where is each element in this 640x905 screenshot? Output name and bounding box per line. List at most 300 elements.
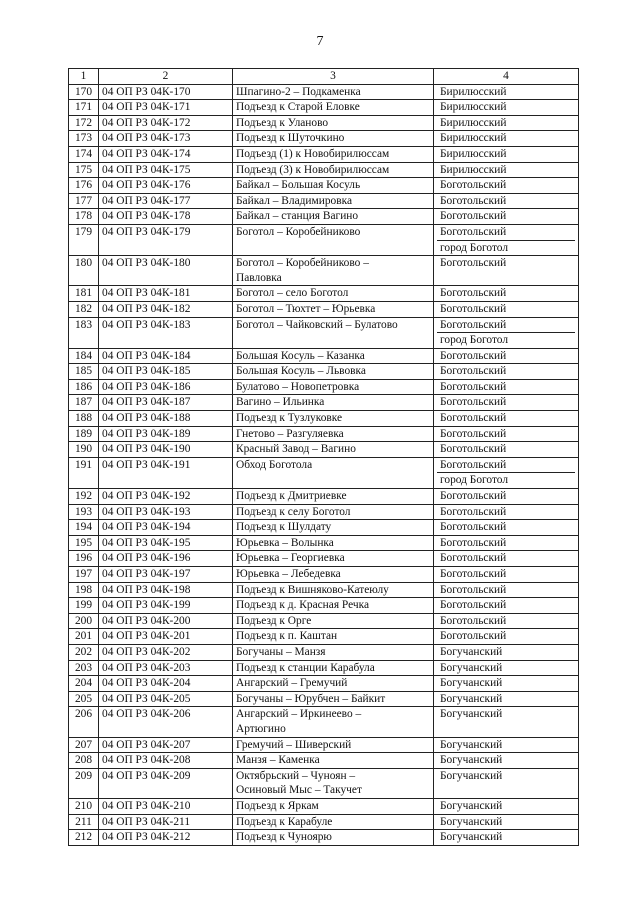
district bbox=[434, 830, 579, 846]
row-number: 198 bbox=[69, 582, 99, 598]
district bbox=[434, 814, 579, 830]
road-code: 04 ОП РЗ 04К-188 bbox=[99, 411, 233, 427]
district-line: Бирилюсский bbox=[440, 132, 507, 145]
road-name-line: Байкал – станция Вагино bbox=[236, 210, 359, 223]
road-name-line: Красный Завод – Вагино bbox=[236, 443, 356, 456]
road-code: 04 ОП РЗ 04К-187 bbox=[99, 395, 233, 411]
road-name-line: Артюгино bbox=[236, 722, 286, 735]
row-number: 175 bbox=[69, 162, 99, 178]
district bbox=[434, 504, 579, 520]
district bbox=[434, 100, 579, 116]
table-row bbox=[69, 100, 579, 116]
road-name-line: Ангарский – Гремучий bbox=[236, 677, 348, 690]
district-line: Боготольский bbox=[440, 443, 507, 456]
row-number: 183 bbox=[69, 317, 99, 348]
district-line: Боготольский bbox=[440, 179, 507, 192]
road-name-line: Байкал – Владимировка bbox=[236, 194, 353, 207]
road-name bbox=[233, 520, 434, 536]
district-line: Боготольский bbox=[440, 380, 507, 393]
district bbox=[434, 629, 579, 645]
table-row bbox=[69, 830, 579, 846]
district bbox=[434, 798, 579, 814]
road-code: 04 ОП РЗ 04К-172 bbox=[99, 115, 233, 131]
road-name-line: Подъезд к Шулдату bbox=[236, 521, 332, 534]
district bbox=[434, 84, 579, 100]
road-name-line: Богучаны – Юрубчен – Байкит bbox=[236, 692, 386, 705]
road-name bbox=[233, 442, 434, 458]
district bbox=[434, 301, 579, 317]
road-name bbox=[233, 457, 434, 488]
road-code: 04 ОП РЗ 04К-184 bbox=[99, 348, 233, 364]
table-row bbox=[69, 676, 579, 692]
district-line: Богучанский bbox=[440, 769, 503, 782]
road-name-line: Подъезд к Карабуле bbox=[236, 815, 333, 828]
district bbox=[434, 442, 579, 458]
district-line: Боготольский bbox=[440, 599, 507, 612]
row-number: 187 bbox=[69, 395, 99, 411]
road-code: 04 ОП РЗ 04К-183 bbox=[99, 317, 233, 348]
district-line: Боготольский bbox=[440, 257, 507, 270]
district-line: Боготольский bbox=[440, 630, 507, 643]
road-name-line: Большая Косуль – Казанка bbox=[236, 349, 365, 362]
road-name bbox=[233, 753, 434, 769]
table-row bbox=[69, 457, 579, 488]
road-code: 04 ОП РЗ 04К-212 bbox=[99, 830, 233, 846]
row-number: 174 bbox=[69, 146, 99, 162]
road-name bbox=[233, 830, 434, 846]
district-line: Боготольский bbox=[440, 490, 507, 503]
road-name-line: Гнетово – Разгуляевка bbox=[236, 427, 344, 440]
road-code: 04 ОП РЗ 04К-179 bbox=[99, 224, 233, 255]
road-name-line: Боготол – Чайковский – Булатово bbox=[236, 318, 398, 331]
road-name bbox=[233, 286, 434, 302]
table-row bbox=[69, 209, 579, 225]
district bbox=[434, 348, 579, 364]
district bbox=[434, 691, 579, 707]
road-name bbox=[233, 598, 434, 614]
table-row bbox=[69, 426, 579, 442]
road-code: 04 ОП РЗ 04К-199 bbox=[99, 598, 233, 614]
road-name bbox=[233, 379, 434, 395]
district-line: Боготольский bbox=[440, 210, 507, 223]
district-line: Богучанский bbox=[440, 799, 503, 812]
row-number: 197 bbox=[69, 567, 99, 583]
road-name bbox=[233, 301, 434, 317]
district bbox=[434, 768, 579, 798]
road-code: 04 ОП РЗ 04К-195 bbox=[99, 535, 233, 551]
road-name bbox=[233, 115, 434, 131]
road-code: 04 ОП РЗ 04К-186 bbox=[99, 379, 233, 395]
road-name bbox=[233, 224, 434, 255]
district bbox=[434, 178, 579, 194]
table-row bbox=[69, 364, 579, 380]
row-number: 178 bbox=[69, 209, 99, 225]
district-line: Богучанский bbox=[440, 661, 503, 674]
row-number: 188 bbox=[69, 411, 99, 427]
road-name-line: Обход Боготола bbox=[236, 458, 313, 471]
district bbox=[434, 535, 579, 551]
road-name bbox=[233, 395, 434, 411]
district bbox=[434, 131, 579, 147]
district bbox=[434, 162, 579, 178]
table-row bbox=[69, 379, 579, 395]
table-row bbox=[69, 598, 579, 614]
road-name bbox=[233, 131, 434, 147]
road-code: 04 ОП РЗ 04К-201 bbox=[99, 629, 233, 645]
table-row bbox=[69, 629, 579, 645]
table-row bbox=[69, 301, 579, 317]
road-name-line: Подъезд к Яркам bbox=[236, 799, 319, 812]
road-code: 04 ОП РЗ 04К-174 bbox=[99, 146, 233, 162]
road-code: 04 ОП РЗ 04К-171 bbox=[99, 100, 233, 116]
row-number: 172 bbox=[69, 115, 99, 131]
district-line: Боготольский bbox=[440, 412, 507, 425]
road-name-line: Байкал – Большая Косуль bbox=[236, 179, 361, 192]
district bbox=[434, 317, 579, 348]
road-code: 04 ОП РЗ 04К-196 bbox=[99, 551, 233, 567]
district-line: Боготольский bbox=[440, 396, 507, 409]
road-name-line: Подъезд к д. Красная Речка bbox=[236, 599, 370, 612]
row-number: 200 bbox=[69, 613, 99, 629]
road-code: 04 ОП РЗ 04К-194 bbox=[99, 520, 233, 536]
district-line: город Боготол bbox=[437, 332, 575, 348]
road-code: 04 ОП РЗ 04К-211 bbox=[99, 814, 233, 830]
district bbox=[434, 379, 579, 395]
table-row bbox=[69, 582, 579, 598]
table-row bbox=[69, 256, 579, 286]
row-number: 192 bbox=[69, 489, 99, 505]
column-header-number: 1 bbox=[69, 69, 99, 85]
row-number: 184 bbox=[69, 348, 99, 364]
row-number: 209 bbox=[69, 768, 99, 798]
district-line: Боготольский bbox=[440, 521, 507, 534]
road-name-line: Боготол – Тюхтет – Юрьевка bbox=[236, 302, 376, 315]
road-code: 04 ОП РЗ 04К-170 bbox=[99, 84, 233, 100]
row-number: 177 bbox=[69, 193, 99, 209]
district-line: Боготольский bbox=[440, 583, 507, 596]
row-number: 191 bbox=[69, 457, 99, 488]
road-name bbox=[233, 256, 434, 286]
row-number: 176 bbox=[69, 178, 99, 194]
district-line: Богучанский bbox=[440, 738, 503, 751]
road-name-line: Подъезд к Дмитриевке bbox=[236, 490, 347, 503]
road-name-line: Булатово – Новопетровка bbox=[236, 380, 360, 393]
row-number: 205 bbox=[69, 691, 99, 707]
district-line: Боготольский bbox=[440, 427, 507, 440]
table-row bbox=[69, 753, 579, 769]
road-name-line: Подъезд к Шуточкино bbox=[236, 132, 345, 145]
district-line: Боготольский bbox=[440, 225, 507, 238]
district bbox=[434, 660, 579, 676]
district-line: город Боготол bbox=[437, 240, 575, 256]
road-code: 04 ОП РЗ 04К-176 bbox=[99, 178, 233, 194]
district-line: Бирилюсский bbox=[440, 116, 507, 129]
district bbox=[434, 551, 579, 567]
row-number: 185 bbox=[69, 364, 99, 380]
district bbox=[434, 286, 579, 302]
road-name-line: Боготол – Коробейниково bbox=[236, 225, 361, 238]
row-number: 180 bbox=[69, 256, 99, 286]
road-name-line: Подъезд к Уланово bbox=[236, 116, 329, 129]
road-code: 04 ОП РЗ 04К-192 bbox=[99, 489, 233, 505]
district bbox=[434, 426, 579, 442]
road-code: 04 ОП РЗ 04К-181 bbox=[99, 286, 233, 302]
district bbox=[434, 395, 579, 411]
table-row bbox=[69, 551, 579, 567]
table-row bbox=[69, 737, 579, 753]
district-line: Богучанский bbox=[440, 692, 503, 705]
row-number: 190 bbox=[69, 442, 99, 458]
table-row bbox=[69, 798, 579, 814]
row-number: 208 bbox=[69, 753, 99, 769]
table-row bbox=[69, 411, 579, 427]
road-name-line: Подъезд (1) к Новобирилюссам bbox=[236, 147, 390, 160]
district bbox=[434, 582, 579, 598]
road-name bbox=[233, 707, 434, 737]
road-name-line: Подъезд к Тузлуковке bbox=[236, 412, 343, 425]
district-line: Боготольский bbox=[440, 536, 507, 549]
road-name-line: Юрьевка – Лебедевка bbox=[236, 568, 341, 580]
road-code: 04 ОП РЗ 04К-197 bbox=[99, 567, 233, 583]
road-name-line: Подъезд (3) к Новобирилюссам bbox=[236, 163, 390, 176]
road-code: 04 ОП РЗ 04К-178 bbox=[99, 209, 233, 225]
road-name bbox=[233, 768, 434, 798]
district bbox=[434, 193, 579, 209]
road-code: 04 ОП РЗ 04К-203 bbox=[99, 660, 233, 676]
district bbox=[434, 146, 579, 162]
district bbox=[434, 411, 579, 427]
district bbox=[434, 753, 579, 769]
road-name-line: Осиновый Мыс – Такучет bbox=[236, 784, 362, 797]
road-code: 04 ОП РЗ 04К-177 bbox=[99, 193, 233, 209]
road-name bbox=[233, 613, 434, 629]
road-name-line: Подъезд к селу Боготол bbox=[236, 505, 351, 518]
road-name bbox=[233, 162, 434, 178]
row-number: 171 bbox=[69, 100, 99, 116]
district bbox=[434, 364, 579, 380]
row-number: 212 bbox=[69, 830, 99, 846]
road-name bbox=[233, 209, 434, 225]
road-code: 04 ОП РЗ 04К-175 bbox=[99, 162, 233, 178]
road-code: 04 ОП РЗ 04К-190 bbox=[99, 442, 233, 458]
district bbox=[434, 737, 579, 753]
district-line: Боготольский bbox=[440, 568, 507, 580]
row-number: 211 bbox=[69, 814, 99, 830]
table-row bbox=[69, 814, 579, 830]
road-name bbox=[233, 411, 434, 427]
district-line: Бирилюсский bbox=[440, 147, 507, 160]
district bbox=[434, 644, 579, 660]
table-row bbox=[69, 535, 579, 551]
road-name-line: Подъезд к Орге bbox=[236, 614, 312, 627]
district-line: Бирилюсский bbox=[440, 85, 507, 98]
road-code: 04 ОП РЗ 04К-180 bbox=[99, 256, 233, 286]
road-code: 04 ОП РЗ 04К-198 bbox=[99, 582, 233, 598]
road-name bbox=[233, 737, 434, 753]
road-name bbox=[233, 691, 434, 707]
road-name bbox=[233, 146, 434, 162]
district bbox=[434, 520, 579, 536]
row-number: 206 bbox=[69, 707, 99, 737]
road-name-line: Подъезд к Вишняково-Катеюлу bbox=[236, 583, 389, 596]
road-name bbox=[233, 644, 434, 660]
row-number: 193 bbox=[69, 504, 99, 520]
district-line: Бирилюсский bbox=[440, 163, 507, 176]
table-row bbox=[69, 504, 579, 520]
row-number: 204 bbox=[69, 676, 99, 692]
district-line: Боготольский bbox=[440, 365, 507, 378]
road-code: 04 ОП РЗ 04К-208 bbox=[99, 753, 233, 769]
table-row bbox=[69, 224, 579, 255]
road-code: 04 ОП РЗ 04К-182 bbox=[99, 301, 233, 317]
row-number: 194 bbox=[69, 520, 99, 536]
road-name-line: Шпагино-2 – Подкаменка bbox=[236, 85, 361, 98]
district-line: Боготольский bbox=[440, 614, 507, 627]
road-name bbox=[233, 364, 434, 380]
road-code: 04 ОП РЗ 04К-173 bbox=[99, 131, 233, 147]
page-number: 7 bbox=[316, 34, 324, 49]
road-name bbox=[233, 660, 434, 676]
row-number: 201 bbox=[69, 629, 99, 645]
road-name-line: Богучаны – Манзя bbox=[236, 645, 326, 658]
row-number: 202 bbox=[69, 644, 99, 660]
road-name bbox=[233, 193, 434, 209]
road-name bbox=[233, 676, 434, 692]
road-name bbox=[233, 100, 434, 116]
row-number: 196 bbox=[69, 551, 99, 567]
row-number: 189 bbox=[69, 426, 99, 442]
road-name bbox=[233, 489, 434, 505]
table-row bbox=[69, 768, 579, 798]
road-name-line: Юрьевка – Волынка bbox=[236, 536, 334, 549]
district bbox=[434, 457, 579, 488]
road-name bbox=[233, 551, 434, 567]
district-line: Богучанский bbox=[440, 831, 503, 844]
district-line: Боготольский bbox=[440, 505, 507, 518]
district-line: Боготольский bbox=[440, 318, 507, 331]
road-code: 04 ОП РЗ 04К-189 bbox=[99, 426, 233, 442]
road-name bbox=[233, 504, 434, 520]
road-name-line: Боготол – село Боготол bbox=[236, 287, 349, 300]
table-row bbox=[69, 489, 579, 505]
road-name-line: Подъезд к Старой Еловке bbox=[236, 101, 360, 114]
row-number: 182 bbox=[69, 301, 99, 317]
road-name bbox=[233, 178, 434, 194]
table-row bbox=[69, 317, 579, 348]
row-number: 173 bbox=[69, 131, 99, 147]
district bbox=[434, 598, 579, 614]
table-header-row bbox=[69, 69, 579, 85]
table-row bbox=[69, 567, 579, 583]
road-name bbox=[233, 629, 434, 645]
road-name bbox=[233, 317, 434, 348]
district-line: Боготольский bbox=[440, 349, 507, 362]
table-row bbox=[69, 707, 579, 737]
district-line: Боготольский bbox=[440, 302, 507, 315]
road-code: 04 ОП РЗ 04К-204 bbox=[99, 676, 233, 692]
district-line: Богучанский bbox=[440, 708, 503, 721]
district bbox=[434, 613, 579, 629]
table-row bbox=[69, 162, 579, 178]
road-code: 04 ОП РЗ 04К-207 bbox=[99, 737, 233, 753]
district-line: Боготольский bbox=[440, 287, 507, 300]
column-header-road-name: 3 bbox=[233, 69, 434, 85]
road-name bbox=[233, 84, 434, 100]
road-name-line: Павловка bbox=[236, 271, 282, 284]
table-row bbox=[69, 131, 579, 147]
table-row bbox=[69, 395, 579, 411]
table-row bbox=[69, 348, 579, 364]
road-code: 04 ОП РЗ 04К-205 bbox=[99, 691, 233, 707]
row-number: 207 bbox=[69, 737, 99, 753]
table-row bbox=[69, 691, 579, 707]
district bbox=[434, 707, 579, 737]
row-number: 170 bbox=[69, 84, 99, 100]
row-number: 199 bbox=[69, 598, 99, 614]
road-code: 04 ОП РЗ 04К-200 bbox=[99, 613, 233, 629]
road-name-line: Юрьевка – Георгиевка bbox=[236, 552, 345, 565]
row-number: 203 bbox=[69, 660, 99, 676]
road-name-line: Ангарский – Иркинеево – bbox=[236, 708, 362, 721]
row-number: 181 bbox=[69, 286, 99, 302]
road-name bbox=[233, 567, 434, 583]
road-code: 04 ОП РЗ 04К-193 bbox=[99, 504, 233, 520]
district-line: город Боготол bbox=[437, 472, 575, 488]
road-name-line: Гремучий – Шиверский bbox=[236, 738, 352, 751]
row-number: 179 bbox=[69, 224, 99, 255]
table-row bbox=[69, 660, 579, 676]
road-name-line: Подъезд к п. Каштан bbox=[236, 630, 338, 643]
road-code: 04 ОП РЗ 04К-209 bbox=[99, 768, 233, 798]
district bbox=[434, 256, 579, 286]
column-header-district: 4 bbox=[434, 69, 579, 85]
district-line: Богучанский bbox=[440, 677, 503, 690]
district-line: Боготольский bbox=[440, 194, 507, 207]
column-header-code: 2 bbox=[99, 69, 233, 85]
table-row bbox=[69, 520, 579, 536]
road-name bbox=[233, 426, 434, 442]
road-code: 04 ОП РЗ 04К-191 bbox=[99, 457, 233, 488]
district-line: Боготольский bbox=[440, 552, 507, 565]
road-code: 04 ОП РЗ 04К-206 bbox=[99, 707, 233, 737]
table-row bbox=[69, 178, 579, 194]
road-name-line: Вагино – Ильинка bbox=[236, 396, 325, 409]
road-code: 04 ОП РЗ 04К-185 bbox=[99, 364, 233, 380]
district-line: Боготольский bbox=[440, 458, 507, 471]
table-row bbox=[69, 115, 579, 131]
road-name bbox=[233, 814, 434, 830]
table-row bbox=[69, 613, 579, 629]
row-number: 210 bbox=[69, 798, 99, 814]
table-row bbox=[69, 146, 579, 162]
district bbox=[434, 489, 579, 505]
district-line: Богучанский bbox=[440, 815, 503, 828]
road-registry-table bbox=[68, 68, 579, 846]
district bbox=[434, 115, 579, 131]
table-row bbox=[69, 442, 579, 458]
road-name-line: Октябрьский – Чуноян – bbox=[236, 769, 356, 782]
road-name bbox=[233, 535, 434, 551]
road-name-line: Большая Косуль – Львовка bbox=[236, 365, 366, 378]
road-name bbox=[233, 582, 434, 598]
road-code: 04 ОП РЗ 04К-210 bbox=[99, 798, 233, 814]
road-code: 04 ОП РЗ 04К-202 bbox=[99, 644, 233, 660]
table-row bbox=[69, 644, 579, 660]
district-line: Богучанский bbox=[440, 645, 503, 658]
road-name-line: Боготол – Коробейниково – bbox=[236, 257, 369, 270]
row-number: 195 bbox=[69, 535, 99, 551]
district bbox=[434, 209, 579, 225]
